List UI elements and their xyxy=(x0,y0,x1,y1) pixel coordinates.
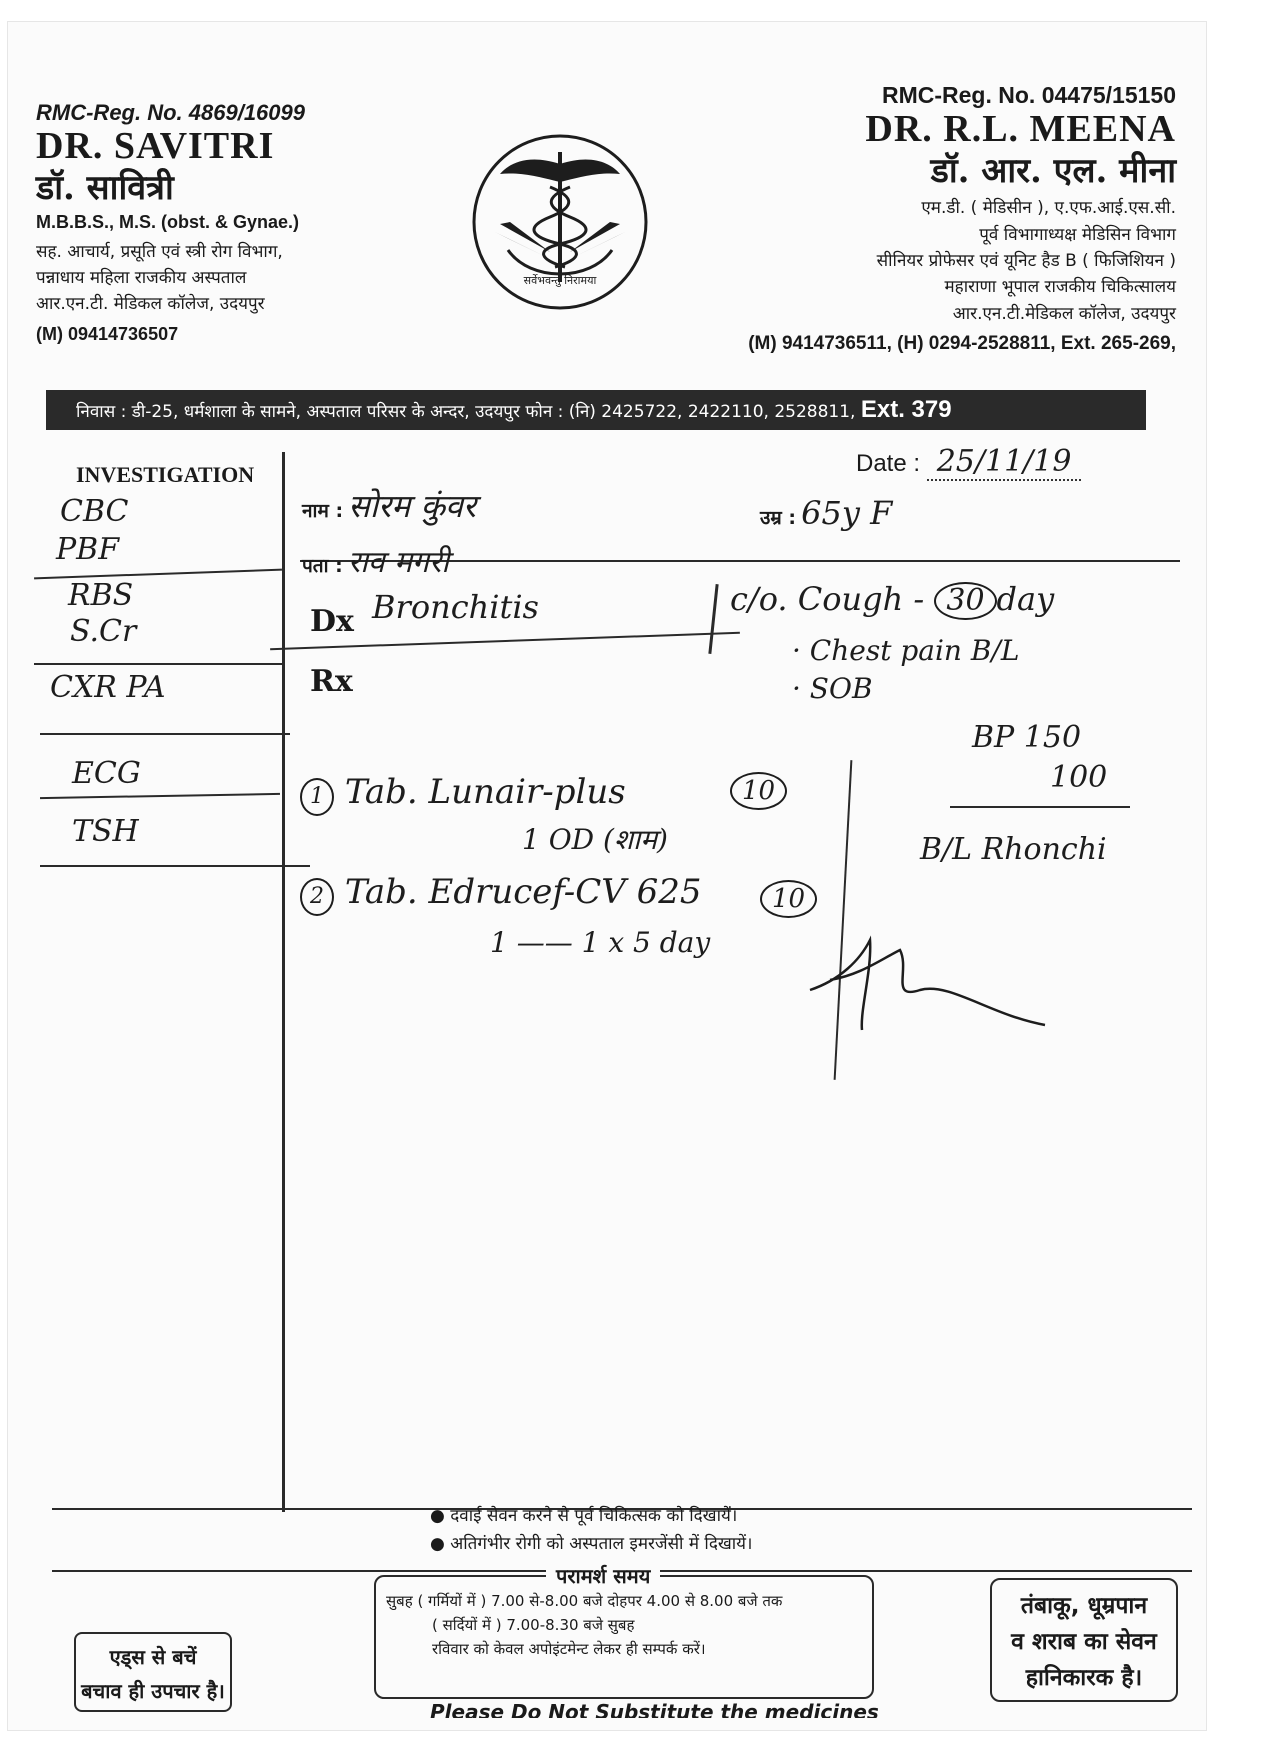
consultation-timing-title: परामर्श समय xyxy=(546,1562,660,1589)
rx-item-2-qty-wrap xyxy=(760,880,817,918)
investigation-item: S.Cr xyxy=(70,614,137,649)
footer-note-1: ● दवाई सेवन करने से पूर्व चिकित्सक को दिखायें। xyxy=(430,1506,738,1526)
patient-address-row xyxy=(302,540,449,581)
rx-item-2-qty: 10 xyxy=(760,880,817,918)
investigation-item: CXR PA xyxy=(50,670,166,705)
complaint-duration-unit: day xyxy=(996,580,1055,618)
date-label: Date : xyxy=(856,450,921,477)
investigation-item: CBC xyxy=(60,494,129,529)
left-doctor-header xyxy=(36,100,456,344)
investigation-item: RBS xyxy=(68,578,134,613)
left-doctor-name-hindi: डॉ. सावित्री xyxy=(36,167,174,208)
right-reg-number: RMC-Reg. No. 04475/15150 xyxy=(881,82,1176,108)
date-field xyxy=(856,444,1081,479)
aids-awareness-box xyxy=(74,1632,232,1712)
left-qualification: M.B.B.S., M.S. (obst. & Gynae.) xyxy=(36,212,300,233)
residence-address: निवास : डी-25, धर्मशाला के सामने, अस्पताल परिसर के अन्दर, उदयपुर फोन : (नि) 2425722, 2422110, 2528811, xyxy=(76,402,856,422)
right-line-4: महाराणा भूपाल राजकीय चिकित्सालय xyxy=(944,277,1176,298)
rx-item-1-name: Tab. Lunair-plus xyxy=(344,772,626,812)
right-line-2: पूर्व विभागाध्यक्ष मेडिसिन विभाग xyxy=(979,224,1176,245)
patient-age-label: उम्र : xyxy=(760,507,796,529)
complaint-duration: 30 xyxy=(934,582,996,620)
left-line-2: पन्नाधाय महिला राजकीय अस्पताल xyxy=(36,268,247,289)
bp-rule xyxy=(950,806,1130,808)
complaint-line-1 xyxy=(730,580,1054,620)
dx-value: Bronchitis xyxy=(372,588,539,626)
investigation-item: PBF xyxy=(56,532,120,567)
rx-item-2-number: 2 xyxy=(300,878,334,916)
investigation-item: TSH xyxy=(72,814,139,849)
left-line-3: आर.एन.टी. मेडिकल कॉलेज, उदयपुर xyxy=(36,294,265,315)
consultation-timing-box xyxy=(374,1575,874,1699)
investigation-item: ECG xyxy=(72,756,141,791)
right-phones: (M) 9414736511, (H) 0294-2528811, Ext. 265-269, xyxy=(748,332,1176,354)
rx-item-1 xyxy=(300,772,626,816)
rx-item-2-name: Tab. Edrucef-CV 625 xyxy=(344,872,702,912)
patient-name-row xyxy=(302,484,476,527)
investigation-title: INVESTIGATION xyxy=(76,462,255,487)
left-designation xyxy=(36,239,456,318)
patient-age-value: 65y F xyxy=(801,494,893,532)
timing-line-1: सुबह ( गर्मियों में ) 7.00 से-8.00 बजे दोहपर 4.00 से 8.00 बजे तक xyxy=(386,1592,783,1610)
timing-line-2: ( सर्दियों में ) 7.00-8.30 बजे सुबह xyxy=(432,1616,635,1634)
residence-ext: Ext. 379 xyxy=(860,396,952,423)
left-reg-number: RMC-Reg. No. 4869/16099 xyxy=(36,100,305,125)
invest-rule-3 xyxy=(40,733,290,735)
right-doctor-name-hindi: डॉ. आर. एल. मीना xyxy=(930,151,1176,192)
residence-address-bar xyxy=(46,390,1146,430)
complaint-cough: c/o. Cough - xyxy=(730,580,925,618)
left-doctor-name: DR. SAVITRI xyxy=(36,125,275,168)
rx-item-2 xyxy=(300,872,702,916)
doctor-signature xyxy=(800,920,1050,1040)
rx-item-2-dose: 1 —— 1 x 5 day xyxy=(490,926,711,959)
tobacco-line-3: हानिकारक है। xyxy=(1025,1665,1143,1691)
rx-item-1-number: 1 xyxy=(300,778,334,816)
rx-item-1-qty: 10 xyxy=(730,772,787,810)
right-line-5: आर.एन.टी.मेडिकल कॉलेज, उदयपुर xyxy=(952,303,1176,324)
right-line-1: एम.डी. ( मेडिसीन ), ए.एफ.आई.एस.सी. xyxy=(921,198,1176,219)
right-doctor-name: DR. R.L. MEENA xyxy=(865,108,1176,151)
footer-note-2: ● अतिगंभीर रोगी को अस्पताल इमरजेंसी में दिखायें। xyxy=(430,1534,753,1554)
tobacco-line-1: तंबाकू, धूम्रपान xyxy=(1020,1593,1148,1619)
investigation-column-divider xyxy=(282,452,285,1512)
vitals-note: B/L Rhonchi xyxy=(920,832,1107,867)
aids-line-1: एड्स से बचें xyxy=(109,1645,197,1669)
rx-item-1-qty-wrap xyxy=(730,772,787,810)
right-doctor-header xyxy=(616,82,1176,355)
footer-notes xyxy=(430,1502,752,1558)
left-line-1: सह. आचार्य, प्रसूति एवं स्त्री रोग विभाग, xyxy=(36,241,283,262)
rx-label: Rx xyxy=(310,664,353,699)
patient-name-label: नाम : xyxy=(302,500,344,522)
date-value: 25/11/19 xyxy=(927,444,1082,481)
right-designation xyxy=(616,195,1176,327)
complaint-line-3: · SOB xyxy=(792,672,873,705)
patient-address-value: राव मगरी xyxy=(347,545,449,580)
dx-label: Dx xyxy=(310,604,354,639)
svg-text:सर्वेभवन्तु निरामया: सर्वेभवन्तु निरामया xyxy=(523,274,597,287)
aids-line-2: बचाव ही उपचार है। xyxy=(81,1679,225,1703)
invest-rule-5 xyxy=(40,865,310,867)
bp-diastolic: 100 xyxy=(1050,760,1108,795)
complaint-line-2: · Chest pain B/L xyxy=(792,634,1020,667)
patient-age-row xyxy=(760,494,892,532)
tobacco-line-2: व शराब का सेवन xyxy=(1011,1629,1157,1655)
patient-address-label: पता : xyxy=(302,555,343,577)
timing-line-3: रविवार को केवल अपोइंटमेन्ट लेकर ही सम्पर्क करें। xyxy=(432,1640,706,1658)
rx-item-1-dose: 1 OD (शाम) xyxy=(522,823,668,856)
right-line-3: सीनियर प्रोफेसर एवं यूनिट हैड B ( फिजिशियन ) xyxy=(876,250,1176,271)
invest-rule-2 xyxy=(34,663,282,665)
patient-name-value: सोरम कुंवर xyxy=(348,487,476,525)
bp-systolic: BP 150 xyxy=(972,720,1082,755)
substitution-warning: Please Do Not Substitute the medicines xyxy=(430,1700,879,1718)
left-mobile: (M) 09414736507 xyxy=(36,323,179,344)
tobacco-warning-box xyxy=(990,1578,1178,1702)
